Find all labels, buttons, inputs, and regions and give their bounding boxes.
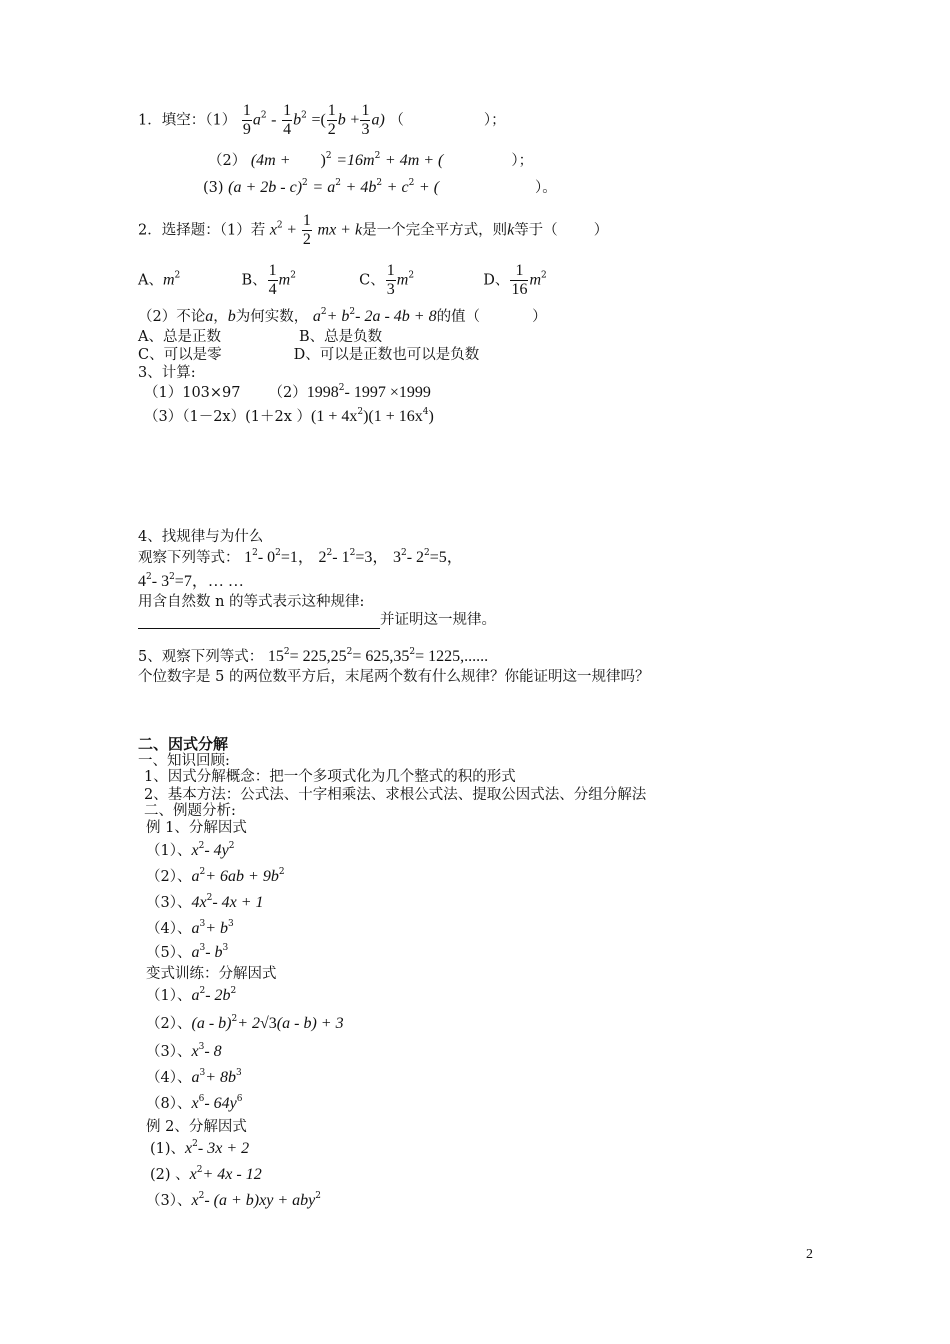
q3-label: 3、计算:: [138, 365, 196, 381]
q3-line1: （1）103×97 （2）1998$^2$- 1997 ×1999: [144, 383, 431, 401]
e2-3: （3）、$x^2-$ (a + b)xy + aby$^2$: [146, 1191, 321, 1209]
q4-prove: 并证明这一规律。: [138, 611, 496, 629]
e1-5: （5）、$a^3-$ $b^3$: [146, 943, 229, 961]
answer-blank[interactable]: [138, 614, 380, 629]
v2: （2）、(a - b)$^2$+ 2√3(a - b) + 3: [146, 1014, 344, 1032]
q1-line2: （2） $(4m + )^2 =16m^2 + 4m$ + ( ）；: [208, 151, 534, 169]
q4-observe: 观察下列等式： $1^2-$ $0^2=1$， $2^2-$ $1^2=3$， $3^2-$ $2^2=5$，: [138, 548, 463, 566]
knowledge-review: 一、知识回顾:: [138, 753, 230, 769]
v8: （8）、$x^6-$ $64y^6$: [146, 1094, 243, 1112]
section-title: 二、因式分解: [138, 735, 229, 753]
q2-line1: 2．选择题：（1）若 $x^2$ + $\frac{1}{2}$ mx + k是一个完全平方式，则k等于（ ）: [138, 212, 609, 248]
e1-2: （2）、$a^2+ 6ab + 9b^2$: [146, 867, 285, 885]
variant-training: 变式训练：分解因式: [146, 966, 277, 982]
e2-1: (1)、$x^2-$ 3x + 2: [150, 1139, 250, 1157]
q1-label: 1．填空：（1）: [138, 112, 237, 129]
q5-question: 个位数字是 5 的两位数平方后，末尾两个数有什么规律？你能证明这一规律吗？: [138, 669, 650, 685]
q4-observe2: $4^2-$ $3^2=7$，… …: [138, 572, 244, 590]
q3-line2: （3）（1－2x）(1＋2x ）$(1 + 4x^2)(1 + 16x^4)$: [144, 407, 434, 425]
q2-choices-row2: C、可以是零 D、可以是正数也可以是负数: [138, 347, 480, 363]
e1-4: （4）、$a^3+ b^3$: [146, 919, 234, 937]
page-number: 2: [806, 1247, 813, 1262]
e1-1: （1）、$x^2-$ $4y^2$: [146, 841, 235, 859]
q5-line1: 5、观察下列等式： $15^2= 225,25^2= 625,35^2= 1225$,......: [138, 647, 489, 665]
e1-3: （3）、$4x^2-$ 4x + 1: [146, 893, 264, 911]
fraction-1-9: $\frac{1}{9}$: [242, 102, 251, 138]
v4: （4）、$a^3+ 8b^3$: [146, 1068, 242, 1086]
fraction-1-3: $\frac{1}{3}$: [361, 102, 370, 138]
q1-line1: 1．填空：（1） $\frac{1}{9}$ $a^2$ - $\frac{1}{4}$ $b^2$ =( $\frac{1}{2}$ b + $\frac{1}{3}$ a) （ ）；: [138, 102, 506, 138]
q1-line3: (3) $(a + 2b - c)^2 = a^2 + 4b^2 + c^2$ + ( ）。: [203, 178, 557, 196]
example-analysis: 二、例题分析:: [144, 803, 236, 819]
q4-label: 4、找规律与为什么: [138, 529, 264, 545]
e2-2: (2) 、$x^2+ 4x - 12$: [150, 1165, 262, 1183]
v3: （3）、$x^3-$ 8: [146, 1042, 222, 1060]
concept-line: 1、因式分解概念：把一个多项式化为几个整式的积的形式: [144, 769, 516, 785]
v1: （1）、$a^2-$ $2b^2$: [146, 986, 237, 1004]
example-2: 例 2、分解因式: [146, 1119, 247, 1135]
methods-line: 2、基本方法：公式法、十字相乘法、求根公式法、提取公因式法、分组分解法: [144, 787, 647, 803]
example-1: 例 1、分解因式: [146, 820, 247, 836]
fraction-1-2-q2: $\frac{1}{2}$: [302, 212, 311, 248]
fraction-1-4: $\frac{1}{4}$: [283, 102, 292, 138]
q2-part2: （2）不论a，b为何实数， $a^2+ b^2-$ 2a - 4b + 8的值（ ）: [138, 307, 547, 325]
q2-options: A、$m^2$ B、 $\frac{1}{4}$ $m^2$ C、 $\frac{1}{3}$ $m^2$ D、 $\frac{1}{16}$ $m^2$: [138, 262, 547, 298]
fraction-1-2: $\frac{1}{2}$: [327, 102, 336, 138]
q2-choices-row1: A、总是正数 B、总是负数: [138, 329, 383, 345]
q4-rule: 用含自然数 n 的等式表示这种规律:: [138, 594, 365, 610]
